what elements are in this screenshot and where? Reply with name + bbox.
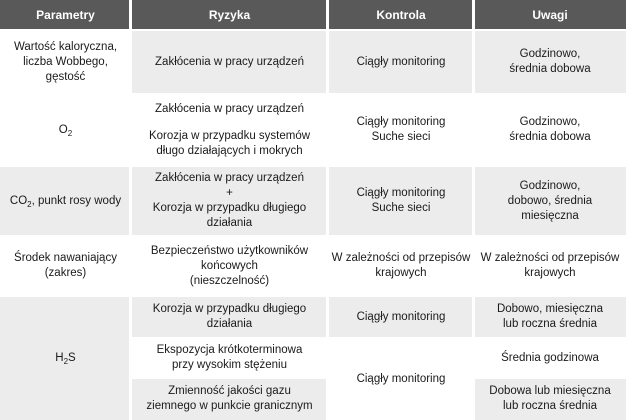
row5-parametr-rest: S xyxy=(68,351,76,364)
row5b-ryzyka-text: Ekspozycja krótkoterminowa przy wysokim stężeniu xyxy=(156,344,303,371)
row3-parametr xyxy=(0,166,131,236)
row2-parametr-main: O xyxy=(58,123,68,136)
column-divider-1 xyxy=(129,0,132,420)
row3-uwagi xyxy=(474,166,626,236)
row5c-ryzyka-text: Zmienność jakości gazu ziemnego w punkcie granicznym xyxy=(146,385,313,412)
row2-ryzyka-text-2: Korozja w przypadku systemów długo działających i mokrych xyxy=(148,129,311,157)
row1-ryzyka xyxy=(131,30,328,94)
row5a-ryzyka xyxy=(131,296,328,338)
row2-parametr xyxy=(0,94,131,166)
row1-kontrola-text: Ciągły monitoring xyxy=(356,55,446,68)
row4-ryzyka xyxy=(131,236,328,296)
row2-kontrola-text: Ciągły monitoring Suche sieci xyxy=(356,116,446,143)
row5-parametr-subscript: 2 xyxy=(63,356,69,366)
header-uwagi xyxy=(474,0,626,30)
header-ryzyka-label: Ryzyka xyxy=(208,7,251,22)
row5c-uwagi-text: Dobowa lub miesięczna lub roczna średnia xyxy=(489,385,611,412)
row2-uwagi-text: Godzinowo, średnia dobowa xyxy=(509,116,591,143)
row4-uwagi xyxy=(474,236,626,296)
row-divider-5 xyxy=(0,295,626,297)
row2-kontrola xyxy=(328,94,474,166)
row1-parametr-text: Wartość kaloryczna, liczba Wobbego, gęstość xyxy=(13,40,118,83)
row5bc-kontrola-text: Ciągły monitoring xyxy=(356,372,446,385)
row4-uwagi-text: W zależności od przepisów krajowych xyxy=(480,252,620,279)
row5-parametr xyxy=(0,296,131,420)
row4-parametr xyxy=(0,236,131,296)
header-uwagi-label: Uwagi xyxy=(532,7,568,22)
row3-uwagi-text: Godzinowo, dobowo, średnia miesięczna xyxy=(507,179,593,222)
row4-ryzyka-text: Bezpieczeństwo użytkowników końcowych (nieszczelność) xyxy=(150,244,309,287)
row3-ryzyka-text-1: Zakłócenia w pracy urządzeń xyxy=(155,172,304,184)
row3-parametr-text xyxy=(10,194,121,209)
row5bc-kontrola xyxy=(328,338,474,420)
row-divider-1 xyxy=(0,29,626,31)
row5c-uwagi xyxy=(474,378,626,420)
column-divider-3 xyxy=(472,0,475,420)
row-divider-5a-uwagi xyxy=(474,337,626,339)
row2-parametr-text xyxy=(59,123,72,138)
row5-parametr-text xyxy=(55,351,75,366)
row5a-kontrola-text: Ciągły monitoring xyxy=(356,310,446,323)
row5a-ryzyka-text: Korozja w przypadku długiego działania xyxy=(152,303,307,330)
row5a-uwagi xyxy=(474,296,626,338)
row-divider-5b-uwagi xyxy=(474,377,626,379)
row1-uwagi-text: Godzinowo, średnia dobowa xyxy=(509,48,591,75)
row2-ryzyka-stack xyxy=(149,102,310,159)
row3-ryzyka-plus: + xyxy=(226,187,233,199)
row2-ryzyka xyxy=(131,94,328,166)
row5b-ryzyka xyxy=(131,338,328,378)
column-divider-2 xyxy=(326,0,329,420)
row1-ryzyka-text: Zakłócenia w pracy urządzeń xyxy=(155,55,304,68)
row5b-uwagi xyxy=(474,338,626,378)
row3-parametr-main: CO xyxy=(9,194,28,207)
header-kontrola xyxy=(328,0,474,30)
row-divider-5a-kontrola xyxy=(328,337,474,339)
row3-ryzyka-stack xyxy=(153,171,306,231)
row2-ryzyka-text-1: Zakłócenia w pracy urządzeń xyxy=(155,102,304,115)
header-kontrola-label: Kontrola xyxy=(376,7,426,22)
row-divider-3 xyxy=(0,165,626,167)
row3-parametr-rest: , punkt rosy wody xyxy=(31,194,122,207)
row5b-uwagi-text: Średnia godzinowa xyxy=(501,351,599,364)
row3-kontrola xyxy=(328,166,474,236)
row5-parametr-main: H xyxy=(55,351,64,364)
row-divider-2 xyxy=(0,93,626,95)
row1-parametr xyxy=(0,30,131,94)
row4-kontrola-text: W zależności od przepisów krajowych xyxy=(331,252,471,279)
header-parametry-label: Parametry xyxy=(36,7,95,22)
row1-uwagi xyxy=(474,30,626,94)
row-divider-5b-ryzyka xyxy=(131,377,328,379)
row4-kontrola xyxy=(328,236,474,296)
row5a-uwagi-text: Dobowo, miesięczna lub roczna średnia xyxy=(496,303,604,330)
row5c-ryzyka xyxy=(131,378,328,420)
row3-ryzyka-text-2: Korozja w przypadku długiego działania xyxy=(152,202,307,229)
row3-kontrola-text: Ciągły monitoring Suche sieci xyxy=(356,187,446,214)
row-divider-5a-ryzyka xyxy=(131,337,328,339)
row5a-kontrola xyxy=(328,296,474,338)
row4-parametr-text: Środek nawaniający (zakres) xyxy=(14,252,117,279)
row2-uwagi xyxy=(474,94,626,166)
row3-ryzyka xyxy=(131,166,328,236)
row1-kontrola xyxy=(328,30,474,94)
header-parametry xyxy=(0,0,131,30)
row-divider-4 xyxy=(0,235,626,237)
row3-parametr-subscript: 2 xyxy=(27,199,32,209)
row2-parametr-subscript: 2 xyxy=(67,128,73,138)
header-ryzyka xyxy=(131,0,328,30)
